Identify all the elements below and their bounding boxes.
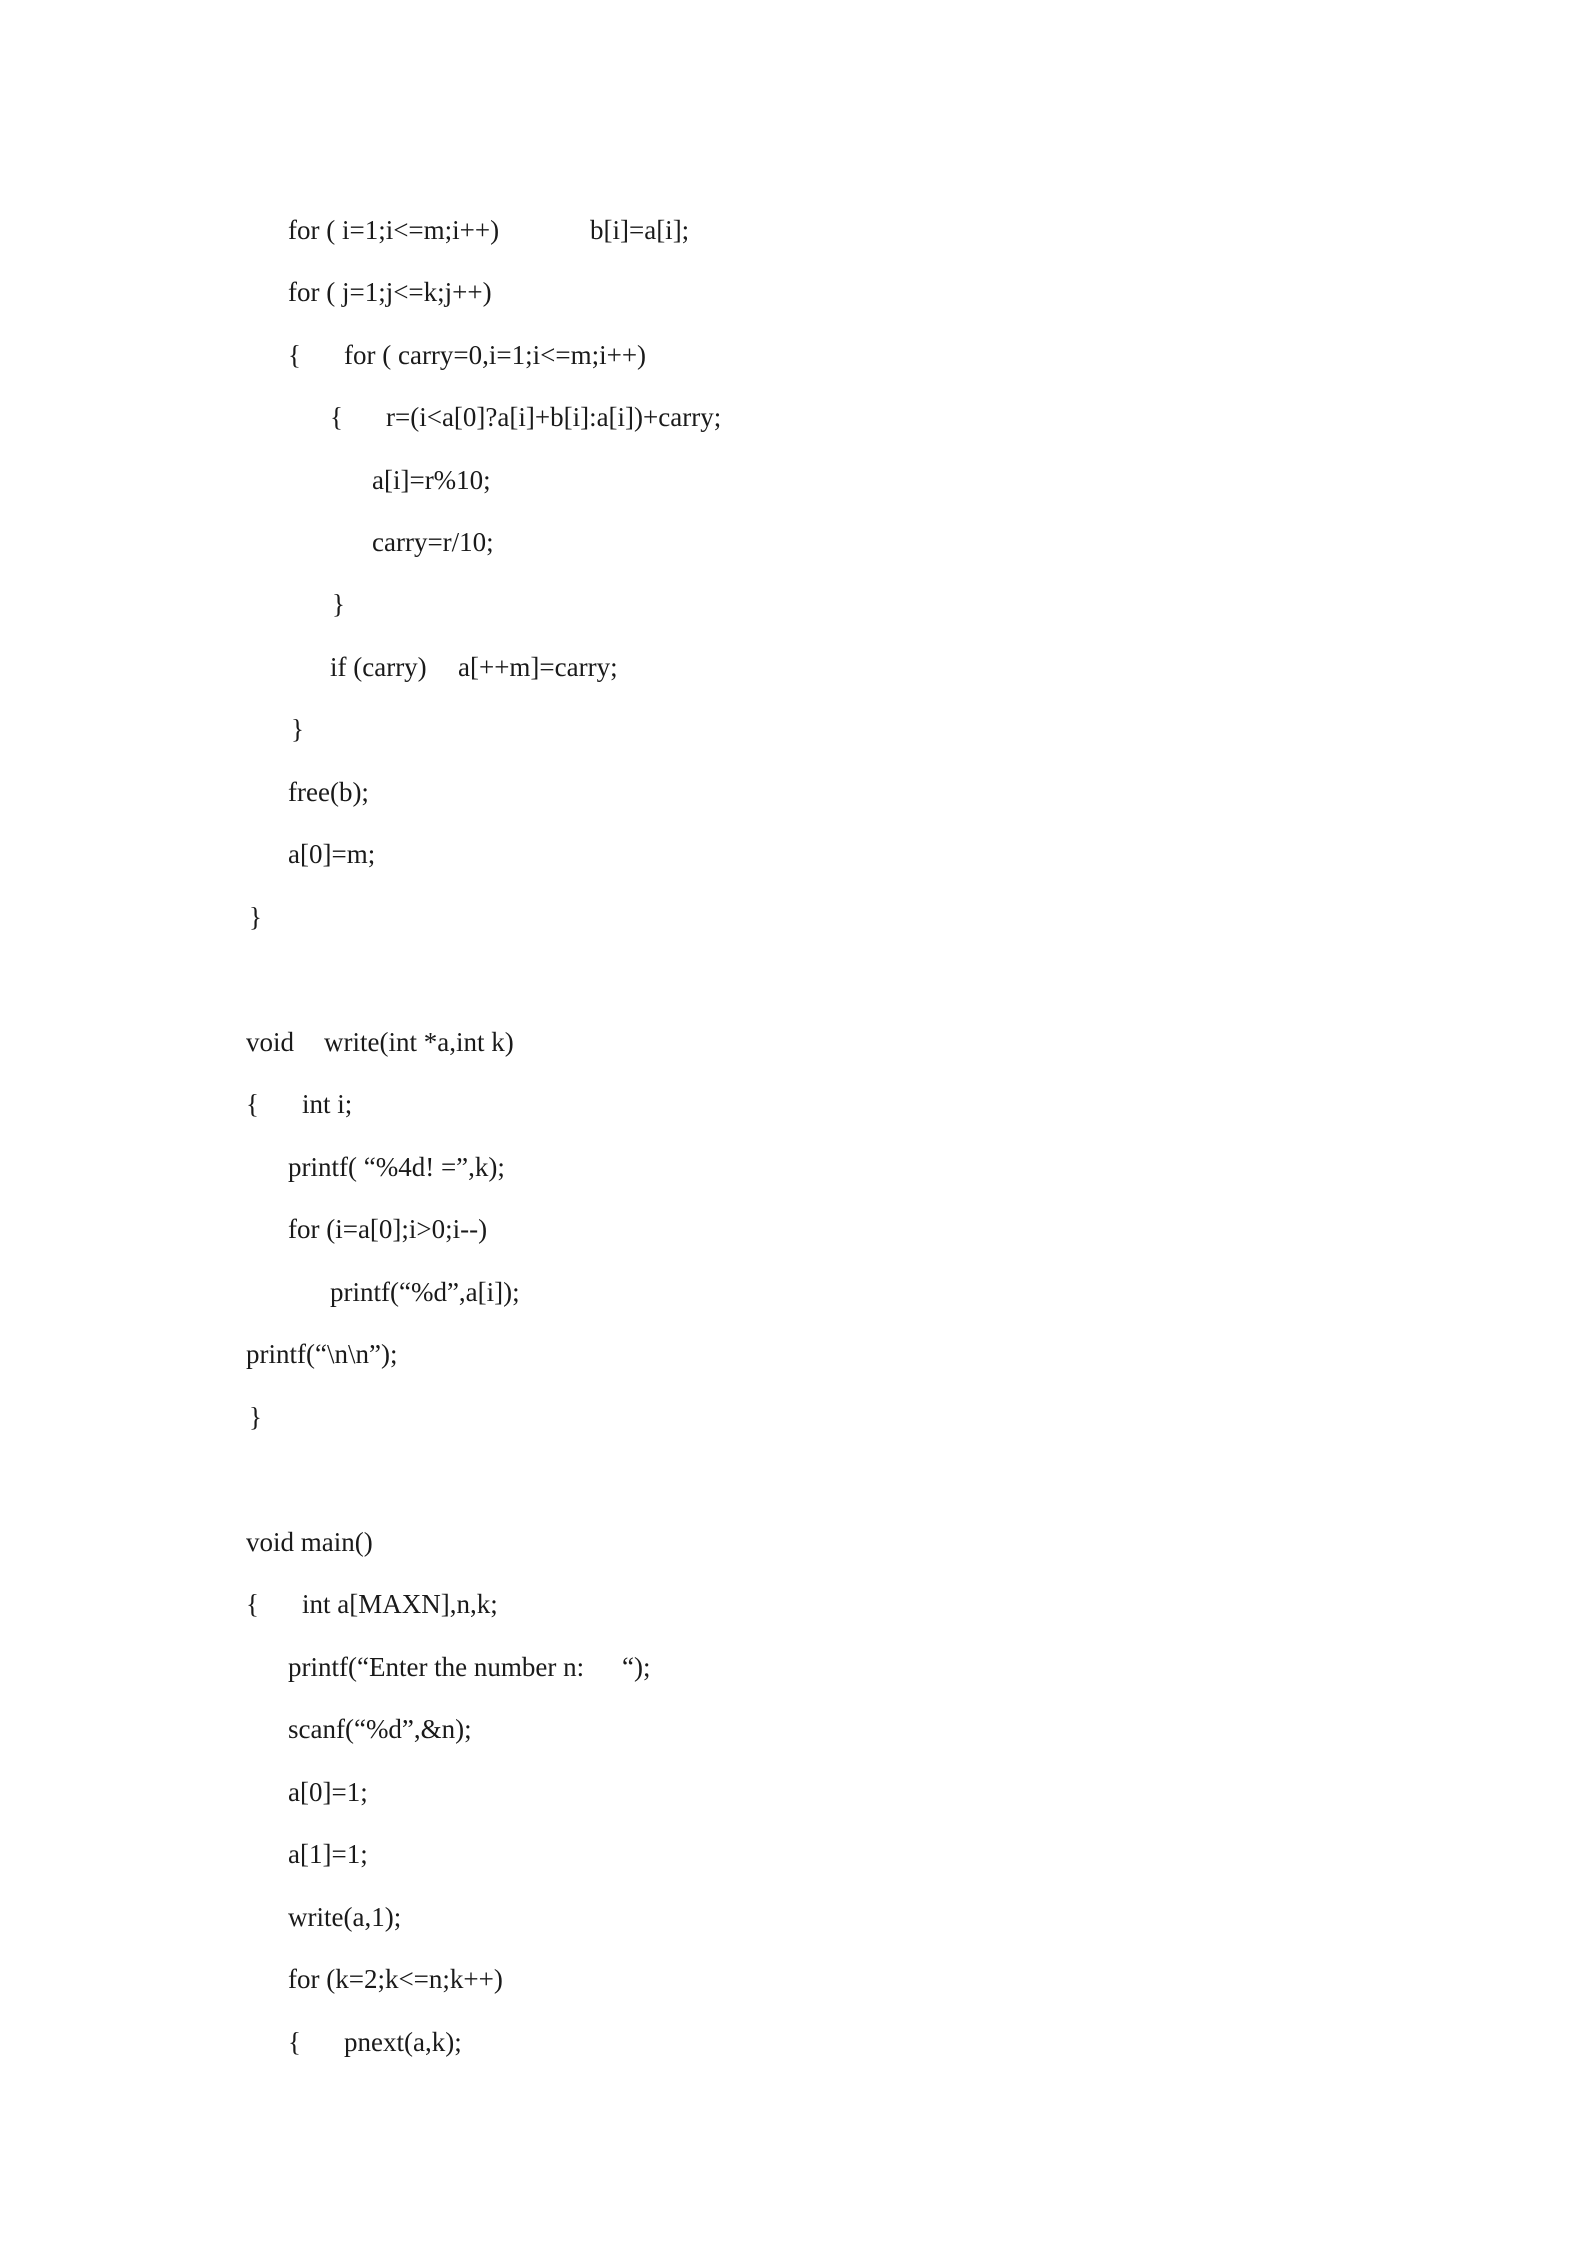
code-line-14-brace: { (246, 1089, 259, 1119)
code-line-4-code: r=(i<a[0]?a[i]+b[i]:a[i])+carry; (386, 402, 722, 432)
code-line-14-code: int i; (302, 1089, 353, 1119)
code-line-20: void main() (246, 1527, 373, 1557)
code-line-4-brace: { (330, 402, 343, 432)
code-line-8-part-1: if (carry) (330, 652, 427, 682)
code-line-21-code: int a[MAXN],n,k; (302, 1589, 498, 1619)
code-line-21-brace: { (246, 1589, 259, 1619)
code-line-23: scanf(“%d”,&n); (288, 1714, 472, 1744)
code-line-2: for ( j=1;j<=k;j++) (288, 277, 492, 307)
code-line-11: a[0]=m; (288, 839, 376, 869)
code-line-15: printf( “%4d! =”,k); (288, 1152, 505, 1182)
code-line-3-brace: { (288, 340, 301, 370)
code-line-24: a[0]=1; (288, 1777, 368, 1807)
code-line-12: } (249, 902, 262, 932)
code-line-25: a[1]=1; (288, 1839, 368, 1869)
code-line-22-part-2: “); (622, 1652, 651, 1682)
code-line-13-signature: write(int *a,int k) (324, 1027, 514, 1057)
code-line-26: write(a,1); (288, 1902, 402, 1932)
code-line-22-part-1: printf(“Enter the number n: (288, 1652, 585, 1682)
code-line-6: carry=r/10; (372, 527, 494, 557)
code-line-16: for (i=a[0];i>0;i--) (288, 1214, 488, 1244)
code-line-13-keyword: void (246, 1027, 295, 1057)
code-line-10: free(b); (288, 777, 369, 807)
code-line-5: a[i]=r%10; (372, 465, 491, 495)
code-line-3-code: for ( carry=0,i=1;i<=m;i++) (344, 340, 647, 370)
code-line-17: printf(“%d”,a[i]); (330, 1277, 520, 1307)
code-line-27: for (k=2;k<=n;k++) (288, 1964, 503, 1994)
code-line-8-part-2: a[++m]=carry; (458, 652, 618, 682)
code-line-9: } (291, 714, 304, 744)
code-line-1-part-2: b[i]=a[i]; (590, 215, 690, 245)
code-line-28-code: pnext(a,k); (344, 2027, 462, 2057)
code-line-7: } (332, 589, 345, 619)
code-line-1-part-1: for ( i=1;i<=m;i++) (288, 215, 500, 245)
code-line-19: } (249, 1402, 262, 1432)
code-line-18: printf(“\n\n”); (246, 1339, 398, 1369)
code-line-28-brace: { (288, 2027, 301, 2057)
